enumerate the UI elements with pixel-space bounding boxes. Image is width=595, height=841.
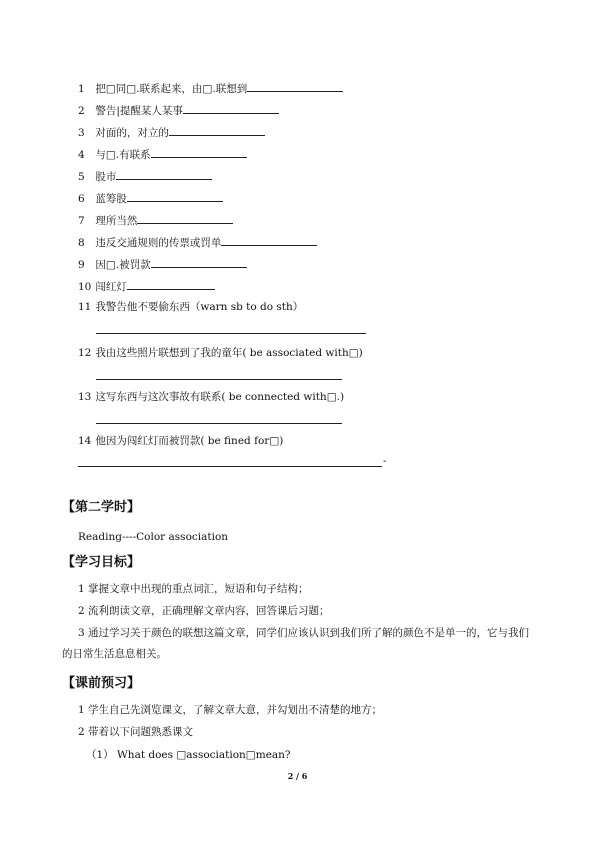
- answer-line[interactable]: [96, 368, 342, 380]
- answer-blank[interactable]: [127, 190, 223, 202]
- goal-item: 1 掌握文章中出现的重点词汇，短语和句子结构；: [78, 583, 309, 595]
- vocab-item: 2 警告|提醒某人某事: [78, 102, 279, 118]
- answer-line[interactable]: [96, 412, 342, 424]
- answer-blank[interactable]: [169, 124, 265, 136]
- vocab-item: 6 蓝筹股: [78, 190, 223, 206]
- preview-heading: 【课前预习】: [62, 676, 141, 691]
- answer-blank[interactable]: [116, 168, 212, 180]
- reading-title: Reading----Color association: [78, 531, 229, 543]
- sentence-prompt: 12 我由这些照片联想到了我的童年( be associated with□): [78, 347, 363, 359]
- vocab-item: 5 股市: [78, 168, 212, 184]
- sentence-prompt: 14 他因为闯红灯而被罚款( be fined for□): [78, 435, 284, 447]
- vocab-item: 4 与□.有联系: [78, 146, 247, 162]
- section-heading-lesson2: 【第二学时】: [62, 500, 141, 515]
- vocab-item: 9 因□.被罚款: [78, 256, 247, 272]
- answer-blank[interactable]: [137, 212, 233, 224]
- goal-item: 2 流利朗读文章，正确理解文章内容，回答课后习题；: [78, 605, 330, 617]
- answer-blank[interactable]: [127, 278, 215, 290]
- goals-heading: 【学习目标】: [62, 555, 141, 570]
- vocab-item: 8 违反交通规则的传票或罚单: [78, 234, 317, 250]
- vocab-item: 3 对面的，对立的: [78, 124, 265, 140]
- answer-blank[interactable]: [183, 102, 279, 114]
- answer-blank[interactable]: [151, 256, 247, 268]
- vocab-item: 10 闯红灯: [78, 278, 215, 294]
- answer-blank[interactable]: [221, 234, 317, 246]
- vocab-item: 7 理所当然: [78, 212, 233, 228]
- answer-blank[interactable]: [151, 146, 247, 158]
- vocab-item: 1 把□同□.联系起来，由□.联想到: [78, 80, 343, 96]
- trailing-dash: -: [383, 455, 387, 467]
- preview-item: 2 带着以下问题熟悉课文: [78, 726, 194, 738]
- preview-question: （1） What does □association□mean?: [86, 749, 291, 761]
- sentence-prompt: 13 这写东西与这次事故有联系( be connected with□.): [78, 391, 345, 403]
- preview-item: 1 学生自己先浏览课文，了解文章大意，并勾划出不清楚的地方；: [78, 704, 383, 716]
- answer-line[interactable]: [78, 455, 382, 467]
- page-number: 2 / 6: [287, 771, 308, 781]
- sentence-prompt: 11 我警告他不要偷东西（warn sb to do sth）: [78, 301, 304, 313]
- answer-line[interactable]: [96, 322, 366, 334]
- answer-blank[interactable]: [247, 80, 343, 92]
- goal-item: 3 通过学习关于颜色的联想这篇文章，同学们应该认识到我们所了解的颜色不是单一的，它与我们的日常生活息息相关。: [62, 627, 530, 660]
